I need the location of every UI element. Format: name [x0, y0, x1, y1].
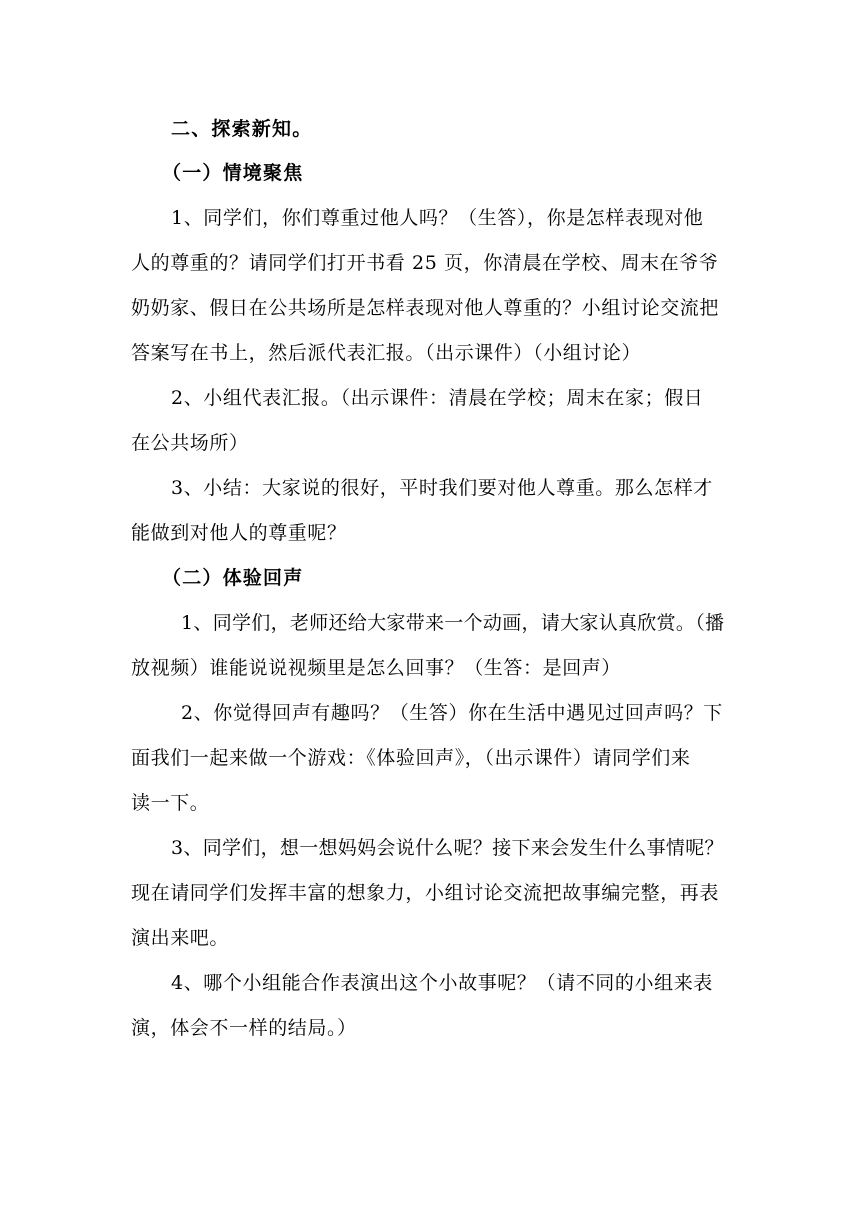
paragraph-line: 读一下。 — [131, 792, 210, 814]
paragraph-line: 2、小组代表汇报。（出示课件：清晨在学校；周末在家；假日 — [171, 387, 704, 409]
paragraph-line: 1、同学们，老师还给大家带来一个动画，请大家认真欣赏。（播 — [181, 612, 725, 634]
paragraph-line: 在公共场所） — [131, 432, 249, 454]
subsection-title-situation-focus: （一）情境聚焦 — [162, 162, 304, 184]
paragraph-line: 能做到对他人的尊重呢？ — [131, 522, 347, 544]
section-heading: 二、探索新知。 — [171, 118, 313, 140]
paragraph-line: 放视频）谁能说说视频里是怎么回事？（生答：是回声） — [131, 657, 622, 679]
paragraph-line: 人的尊重的？请同学们打开书看 25 页，你清晨在学校、周末在爷爷 — [131, 252, 719, 274]
paragraph-line: 奶奶家、假日在公共场所是怎样表现对他人尊重的？小组讨论交流把 — [131, 297, 720, 319]
subsection-title-echo-experience: （二）体验回声 — [162, 567, 304, 589]
paragraph-line: 3、小结：大家说的很好，平时我们要对他人尊重。那么怎样才 — [171, 477, 713, 499]
paragraph-line: 答案写在书上，然后派代表汇报。（出示课件）（小组讨论） — [131, 342, 642, 364]
paragraph-line: 演，体会不一样的结局。） — [131, 1017, 357, 1039]
paragraph-line: 2、你觉得回声有趣吗？（生答）你在生活中遇见过回声吗？下 — [181, 702, 723, 724]
paragraph-line: 面我们一起来做一个游戏：《体验回声》，（出示课件）请同学们来 — [131, 747, 691, 769]
paragraph-line: 现在请同学们发挥丰富的想象力，小组讨论交流把故事编完整，再表 — [131, 882, 720, 904]
paragraph-line: 4、哪个小组能合作表演出这个小故事呢？（请不同的小组来表 — [171, 972, 713, 994]
paragraph-line: 演出来吧。 — [131, 927, 230, 949]
paragraph-line: 3、同学们，想一想妈妈会说什么呢？接下来会发生什么事情呢？ — [171, 837, 724, 859]
paragraph-line: 1、同学们，你们尊重过他人吗？（生答），你是怎样表现对他 — [171, 207, 704, 229]
